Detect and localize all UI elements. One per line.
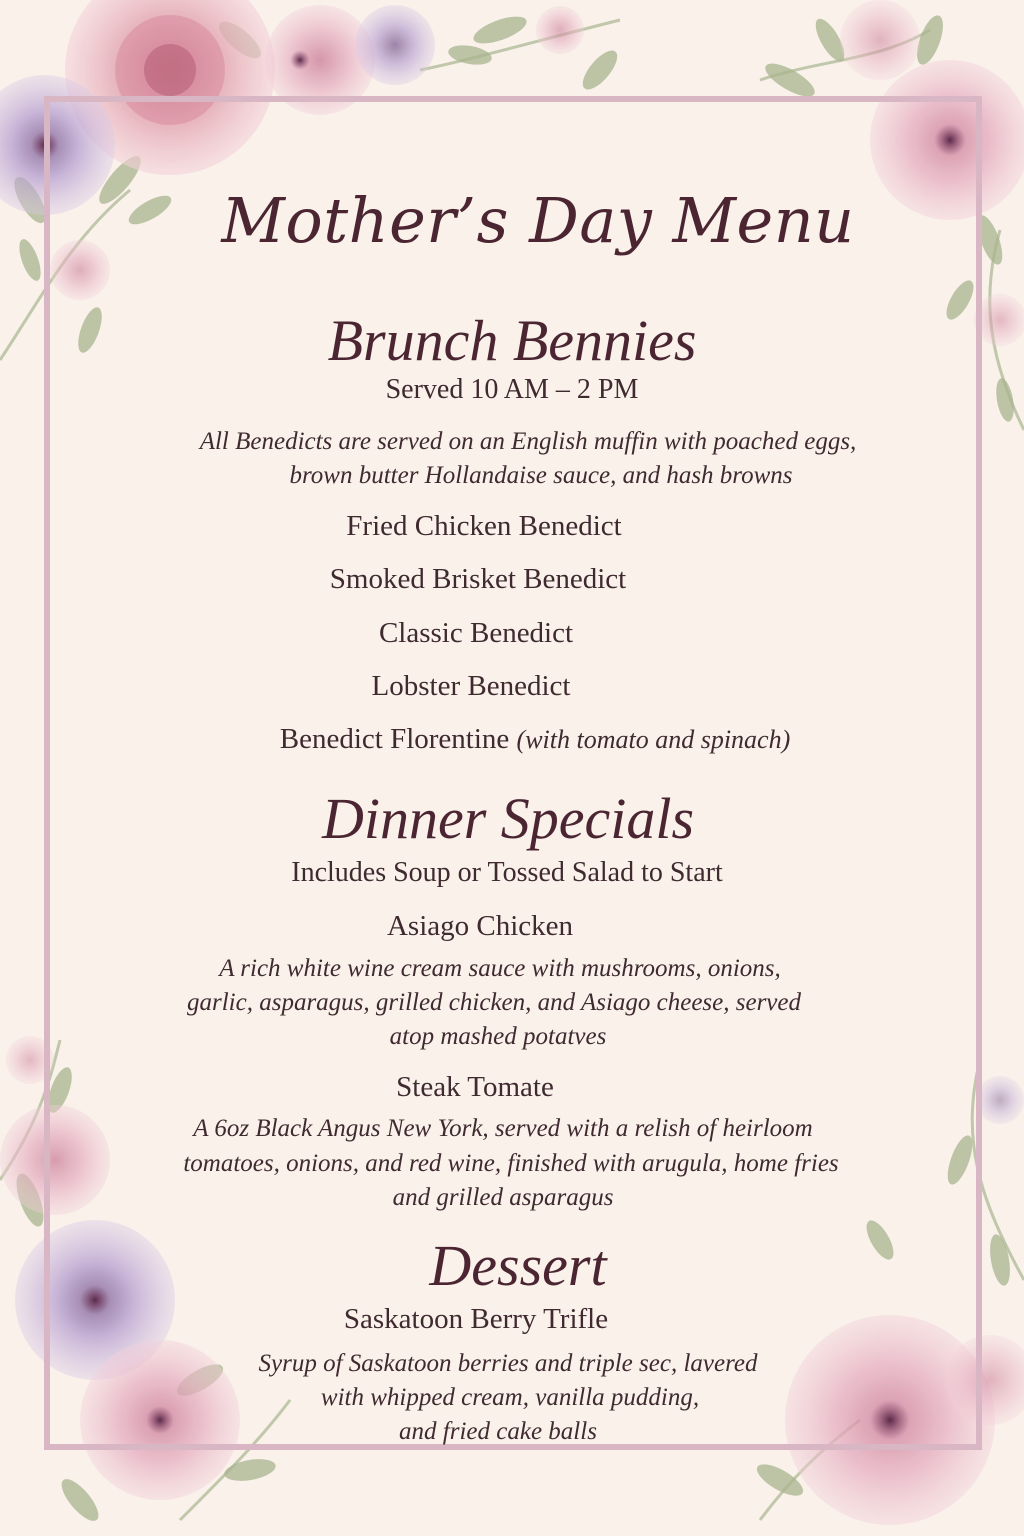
brunch-item-lobster: Lobster Benedict xyxy=(371,670,571,702)
brunch-item-florentine-name: Benedict Florentine xyxy=(279,723,510,755)
brunch-description-line1: All Benedicts are served on an English muffin with poached eggs, xyxy=(199,428,857,455)
dinner-dish-desc-line3: and grilled asparagus xyxy=(392,1184,614,1211)
dessert-name: Saskatoon Berry Trifle xyxy=(343,1303,609,1335)
dinner-dish-desc-line1: A rich white wine cream sauce with mushrooms, onions, xyxy=(219,955,781,982)
dinner-dish-desc-line2: garlic, asparagus, grilled chicken, and Asiago cheese, served xyxy=(186,989,802,1016)
brunch-item-florentine-note: (with tomato and spinach) xyxy=(516,725,791,754)
brunch-heading: Brunch Bennies xyxy=(327,308,697,373)
dessert-heading: Dessert xyxy=(429,1233,607,1298)
dinner-dish-desc-line3: atop mashed potatves xyxy=(389,1023,607,1050)
dinner-dish-desc-line1: A 6oz Black Angus New York, served with a relish of heirloom xyxy=(193,1115,813,1142)
dinner-includes: Includes Soup or Tossed Salad to Start xyxy=(291,857,723,888)
brunch-hours: Served 10 AM – 2 PM xyxy=(385,374,639,405)
brunch-description-line2: brown butter Hollandaise sauce, and hash browns xyxy=(289,462,793,489)
brunch-item-florentine xyxy=(280,723,791,756)
brunch-item-classic: Classic Benedict xyxy=(378,617,574,649)
brunch-item-fried-chicken: Fried Chicken Benedict xyxy=(346,510,622,542)
page-title: Mother’s Day Menu xyxy=(221,184,855,257)
dinner-dish-desc-line2: tomatoes, onions, and red wine, finished with arugula, home fries xyxy=(183,1150,839,1177)
brunch-item-smoked-brisket: Smoked Brisket Benedict xyxy=(329,563,627,595)
dinner-heading: Dinner Specials xyxy=(321,786,695,851)
dessert-desc-line3: and fried cake balls xyxy=(399,1418,597,1445)
dinner-dish-name: Steak Tomate xyxy=(396,1071,554,1103)
dessert-desc-line2: with whipped cream, vanilla pudding, xyxy=(320,1384,700,1411)
dessert-desc-line1: Syrup of Saskatoon berries and triple sec, lavered xyxy=(258,1350,758,1377)
dinner-dish-name: Asiago Chicken xyxy=(386,910,574,942)
